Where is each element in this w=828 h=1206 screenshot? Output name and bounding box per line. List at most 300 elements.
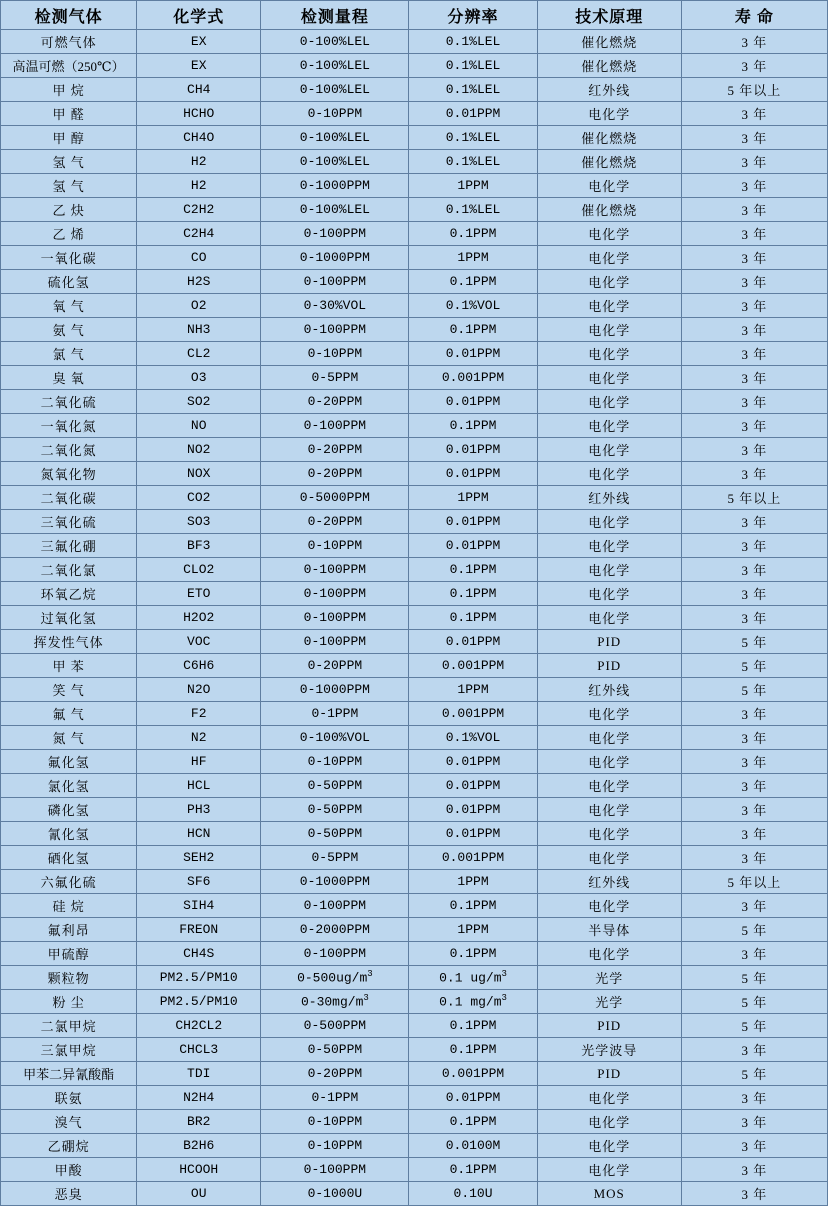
table-row [1,1086,828,1110]
cell-gas-name: 溴气 [1,1110,137,1134]
cell-lifetime: 5 年 [681,1062,827,1086]
cell-lifetime: 5 年以上 [681,78,827,102]
cell-gas-name: 二氯甲烷 [1,1014,137,1038]
cell-gas-name: 氯 气 [1,342,137,366]
cell-lifetime: 3 年 [681,582,827,606]
cell-formula: CH2CL2 [137,1014,261,1038]
table-row [1,78,828,102]
cell-range: 0-5PPM [261,366,409,390]
cell-resolution: 0.1PPM [409,606,537,630]
cell-range: 0-20PPM [261,510,409,534]
cell-formula: CO [137,246,261,270]
table-row [1,822,828,846]
cell-lifetime: 3 年 [681,294,827,318]
cell-gas-name: 甲 醇 [1,126,137,150]
cell-principle: 电化学 [537,174,681,198]
cell-principle: 电化学 [537,726,681,750]
cell-formula: BR2 [137,1110,261,1134]
column-header-formula: 化学式 [137,1,261,30]
table-header [1,1,828,30]
cell-range: 0-10PPM [261,1110,409,1134]
table-row [1,1014,828,1038]
table-row [1,702,828,726]
table-row [1,342,828,366]
cell-principle: 电化学 [537,1158,681,1182]
cell-gas-name: 三氟化硼 [1,534,137,558]
cell-resolution: 0.01PPM [409,1086,537,1110]
cell-resolution: 0.1%VOL [409,294,537,318]
cell-lifetime: 3 年 [681,798,827,822]
cell-lifetime: 3 年 [681,174,827,198]
cell-resolution: 0.1%LEL [409,78,537,102]
cell-gas-name: 氟利昂 [1,918,137,942]
cell-gas-name: 二氧化氯 [1,558,137,582]
table-row [1,222,828,246]
cell-gas-name: 过氧化氢 [1,606,137,630]
cell-gas-name: 三氯甲烷 [1,1038,137,1062]
cell-formula: SO3 [137,510,261,534]
cell-lifetime: 3 年 [681,510,827,534]
cell-range: 0-10PPM [261,534,409,558]
table-row [1,462,828,486]
cell-lifetime: 5 年 [681,1014,827,1038]
cell-formula: SF6 [137,870,261,894]
table-row [1,1158,828,1182]
cell-principle: 红外线 [537,78,681,102]
cell-gas-name: 氢 气 [1,150,137,174]
cell-gas-name: 氰化氢 [1,822,137,846]
cell-lifetime: 5 年 [681,990,827,1014]
cell-resolution: 0.1PPM [409,222,537,246]
table-row [1,318,828,342]
table-row [1,246,828,270]
cell-principle: 电化学 [537,846,681,870]
cell-gas-name: 乙硼烷 [1,1134,137,1158]
cell-range: 0-100PPM [261,582,409,606]
cell-resolution: 0.1PPM [409,318,537,342]
cell-resolution: 0.01PPM [409,774,537,798]
cell-resolution: 0.1%LEL [409,198,537,222]
cell-principle: 电化学 [537,582,681,606]
cell-formula: O2 [137,294,261,318]
cell-range: $0-30mg/m^3$ [261,990,409,1014]
cell-gas-name: 甲 烷 [1,78,137,102]
table-row [1,966,828,990]
cell-formula: SO2 [137,390,261,414]
cell-gas-name: 联氨 [1,1086,137,1110]
cell-gas-name: 氢 气 [1,174,137,198]
cell-range: 0-1000PPM [261,174,409,198]
cell-formula: N2O [137,678,261,702]
table-row [1,654,828,678]
cell-resolution: 0.001PPM [409,1062,537,1086]
cell-range: $0-500ug/m^3$ [261,966,409,990]
cell-gas-name: 磷化氢 [1,798,137,822]
cell-principle: PID [537,630,681,654]
cell-formula: FREON [137,918,261,942]
cell-formula: EX [137,54,261,78]
cell-formula: NH3 [137,318,261,342]
cell-range: 0-500PPM [261,1014,409,1038]
table-row [1,774,828,798]
cell-gas-name: 一氧化碳 [1,246,137,270]
table-row [1,582,828,606]
cell-lifetime: 3 年 [681,414,827,438]
table-row [1,126,828,150]
cell-resolution: 0.1PPM [409,270,537,294]
cell-lifetime: 3 年 [681,318,827,342]
cell-range: 0-5000PPM [261,486,409,510]
cell-principle: 电化学 [537,390,681,414]
table-row [1,798,828,822]
cell-formula: VOC [137,630,261,654]
cell-lifetime: 3 年 [681,126,827,150]
cell-gas-name: 乙 炔 [1,198,137,222]
table-row [1,726,828,750]
cell-formula: EX [137,30,261,54]
cell-gas-name: 氟 气 [1,702,137,726]
table-row [1,150,828,174]
table-header-row [1,1,828,30]
cell-formula: C2H4 [137,222,261,246]
cell-gas-name: 硒化氢 [1,846,137,870]
cell-resolution: 0.1PPM [409,1110,537,1134]
cell-resolution: 0.01PPM [409,462,537,486]
cell-principle: 电化学 [537,894,681,918]
cell-principle: 电化学 [537,558,681,582]
cell-formula: CH4 [137,78,261,102]
cell-principle: PID [537,654,681,678]
cell-range: 0-100%LEL [261,150,409,174]
cell-range: 0-100PPM [261,630,409,654]
cell-lifetime: 3 年 [681,534,827,558]
cell-lifetime: 3 年 [681,246,827,270]
cell-formula: CH4S [137,942,261,966]
cell-gas-name: 氮 气 [1,726,137,750]
cell-lifetime: 5 年 [681,630,827,654]
cell-resolution: 0.1%LEL [409,54,537,78]
cell-formula: OU [137,1182,261,1206]
cell-resolution: 0.01PPM [409,438,537,462]
cell-resolution: 1PPM [409,246,537,270]
cell-lifetime: 3 年 [681,102,827,126]
cell-formula: CL2 [137,342,261,366]
cell-lifetime: 3 年 [681,222,827,246]
cell-range: 0-30%VOL [261,294,409,318]
cell-formula: SEH2 [137,846,261,870]
cell-principle: 电化学 [537,822,681,846]
table-row [1,294,828,318]
cell-resolution: 0.001PPM [409,846,537,870]
cell-resolution: 1PPM [409,174,537,198]
cell-range: 0-100PPM [261,1158,409,1182]
cell-range: 0-1PPM [261,1086,409,1110]
cell-lifetime: 3 年 [681,726,827,750]
cell-lifetime: 3 年 [681,1038,827,1062]
cell-lifetime: 3 年 [681,1086,827,1110]
cell-resolution: 0.1PPM [409,558,537,582]
cell-formula: CHCL3 [137,1038,261,1062]
cell-lifetime: 3 年 [681,774,827,798]
cell-range: 0-1000U [261,1182,409,1206]
cell-formula: SIH4 [137,894,261,918]
cell-gas-name: 三氧化硫 [1,510,137,534]
cell-lifetime: 3 年 [681,1158,827,1182]
cell-range: 0-5PPM [261,846,409,870]
table-row [1,1134,828,1158]
cell-range: 0-10PPM [261,342,409,366]
table-row [1,846,828,870]
cell-range: 0-1000PPM [261,678,409,702]
cell-principle: 电化学 [537,798,681,822]
cell-range: 0-10PPM [261,102,409,126]
cell-resolution: 0.01PPM [409,822,537,846]
cell-formula: H2 [137,150,261,174]
cell-formula: HCOOH [137,1158,261,1182]
cell-range: 0-100PPM [261,942,409,966]
cell-gas-name: 硅 烷 [1,894,137,918]
cell-resolution: 0.1PPM [409,894,537,918]
cell-formula: PM2.5/PM10 [137,966,261,990]
cell-lifetime: 3 年 [681,846,827,870]
cell-formula: N2H4 [137,1086,261,1110]
cell-principle: 电化学 [537,222,681,246]
table-row [1,918,828,942]
cell-lifetime: 5 年以上 [681,870,827,894]
cell-lifetime: 3 年 [681,606,827,630]
cell-lifetime: 3 年 [681,198,827,222]
cell-lifetime: 3 年 [681,366,827,390]
cell-principle: 电化学 [537,606,681,630]
cell-resolution: 0.01PPM [409,342,537,366]
table-row [1,366,828,390]
cell-lifetime: 5 年 [681,918,827,942]
cell-formula: C2H2 [137,198,261,222]
cell-resolution: 0.10U [409,1182,537,1206]
cell-gas-name: 甲酸 [1,1158,137,1182]
cell-principle: 红外线 [537,678,681,702]
cell-gas-name: 可燃气体 [1,30,137,54]
cell-formula: O3 [137,366,261,390]
cell-formula: NO [137,414,261,438]
cell-lifetime: 3 年 [681,390,827,414]
cell-range: 0-100PPM [261,558,409,582]
cell-range: 0-100%LEL [261,54,409,78]
cell-principle: 电化学 [537,774,681,798]
cell-formula: TDI [137,1062,261,1086]
cell-lifetime: 5 年 [681,966,827,990]
cell-lifetime: 3 年 [681,1182,827,1206]
cell-lifetime: 3 年 [681,54,827,78]
column-header-resolution: 分辨率 [409,1,537,30]
cell-range: 0-50PPM [261,1038,409,1062]
table-row [1,870,828,894]
table-row [1,510,828,534]
cell-principle: 电化学 [537,750,681,774]
column-header-lifetime: 寿 命 [681,1,827,30]
cell-principle: 电化学 [537,1134,681,1158]
cell-range: 0-20PPM [261,390,409,414]
cell-gas-name: 甲 醛 [1,102,137,126]
cell-gas-name: 粉 尘 [1,990,137,1014]
cell-range: 0-100%LEL [261,78,409,102]
cell-principle: 催化燃烧 [537,150,681,174]
table-row [1,102,828,126]
cell-formula: CH4O [137,126,261,150]
cell-lifetime: 3 年 [681,342,827,366]
cell-formula: CO2 [137,486,261,510]
cell-lifetime: 3 年 [681,750,827,774]
table-row [1,438,828,462]
cell-principle: 催化燃烧 [537,30,681,54]
cell-principle: 光学波导 [537,1038,681,1062]
cell-lifetime: 3 年 [681,702,827,726]
cell-lifetime: 3 年 [681,1134,827,1158]
cell-principle: 电化学 [537,942,681,966]
cell-formula: H2 [137,174,261,198]
cell-principle: 电化学 [537,534,681,558]
cell-principle: 红外线 [537,486,681,510]
cell-resolution: 0.1%VOL [409,726,537,750]
cell-formula: C6H6 [137,654,261,678]
cell-resolution: 0.01PPM [409,630,537,654]
cell-range: 0-100PPM [261,606,409,630]
table-row [1,990,828,1014]
cell-resolution: 0.01PPM [409,798,537,822]
cell-range: 0-1PPM [261,702,409,726]
table-row [1,1038,828,1062]
cell-principle: 电化学 [537,366,681,390]
cell-formula: HCN [137,822,261,846]
cell-lifetime: 5 年 [681,654,827,678]
cell-gas-name: 氟化氢 [1,750,137,774]
cell-resolution: 0.1 $mg/m^3$ [409,990,537,1014]
table-row [1,174,828,198]
cell-range: 0-50PPM [261,798,409,822]
cell-range: 0-100%LEL [261,30,409,54]
table-row [1,942,828,966]
cell-gas-name: 臭 氧 [1,366,137,390]
cell-gas-name: 环氧乙烷 [1,582,137,606]
cell-resolution: 0.1%LEL [409,150,537,174]
cell-range: 0-100PPM [261,414,409,438]
cell-principle: 电化学 [537,246,681,270]
cell-gas-name: 一氧化氮 [1,414,137,438]
cell-resolution: 0.1PPM [409,414,537,438]
cell-gas-name: 六氟化硫 [1,870,137,894]
column-header-gas: 检测气体 [1,1,137,30]
table-row [1,270,828,294]
cell-principle: 电化学 [537,318,681,342]
cell-resolution: 0.01PPM [409,534,537,558]
cell-principle: 电化学 [537,342,681,366]
cell-resolution: 0.1%LEL [409,126,537,150]
cell-resolution: 1PPM [409,486,537,510]
table-row [1,198,828,222]
cell-principle: 电化学 [537,510,681,534]
cell-resolution: 1PPM [409,870,537,894]
table-row [1,414,828,438]
cell-resolution: 0.1%LEL [409,30,537,54]
cell-range: 0-100PPM [261,894,409,918]
cell-resolution: 0.01PPM [409,750,537,774]
cell-resolution: 1PPM [409,678,537,702]
cell-gas-name: 笑 气 [1,678,137,702]
cell-resolution: 0.001PPM [409,366,537,390]
cell-range: 0-100PPM [261,318,409,342]
cell-gas-name: 氧 气 [1,294,137,318]
cell-gas-name: 高温可燃（250℃） [1,54,137,78]
cell-resolution: 0.01PPM [409,510,537,534]
cell-principle: 电化学 [537,462,681,486]
cell-resolution: 1PPM [409,918,537,942]
cell-range: 0-100PPM [261,222,409,246]
table-row [1,606,828,630]
cell-lifetime: 3 年 [681,558,827,582]
cell-range: 0-2000PPM [261,918,409,942]
column-header-range: 检测量程 [261,1,409,30]
cell-principle: 催化燃烧 [537,198,681,222]
cell-principle: MOS [537,1182,681,1206]
cell-formula: F2 [137,702,261,726]
cell-principle: 电化学 [537,294,681,318]
cell-range: 0-1000PPM [261,246,409,270]
cell-formula: N2 [137,726,261,750]
cell-principle: 电化学 [537,270,681,294]
table-row [1,894,828,918]
table-row [1,486,828,510]
cell-formula: PH3 [137,798,261,822]
cell-gas-name: 氯化氢 [1,774,137,798]
cell-formula: B2H6 [137,1134,261,1158]
cell-gas-name: 恶臭 [1,1182,137,1206]
cell-range: 0-100PPM [261,270,409,294]
cell-lifetime: 3 年 [681,822,827,846]
cell-principle: 半导体 [537,918,681,942]
cell-lifetime: 3 年 [681,942,827,966]
cell-range: 0-20PPM [261,654,409,678]
cell-principle: 催化燃烧 [537,126,681,150]
table-body [1,30,828,1206]
table-row [1,54,828,78]
cell-gas-name: 乙 烯 [1,222,137,246]
cell-formula: HF [137,750,261,774]
cell-principle: 电化学 [537,1110,681,1134]
cell-gas-name: 二氧化氮 [1,438,137,462]
table-row [1,630,828,654]
table-row [1,534,828,558]
cell-resolution: 0.0100M [409,1134,537,1158]
cell-range: 0-10PPM [261,750,409,774]
column-header-principle: 技术原理 [537,1,681,30]
cell-resolution: 0.01PPM [409,390,537,414]
cell-range: 0-1000PPM [261,870,409,894]
cell-principle: 电化学 [537,702,681,726]
cell-gas-name: 颗粒物 [1,966,137,990]
cell-lifetime: 3 年 [681,894,827,918]
table-row [1,1110,828,1134]
table-row [1,750,828,774]
cell-resolution: 0.1 $ug/m^3$ [409,966,537,990]
cell-principle: 电化学 [537,438,681,462]
cell-range: 0-20PPM [261,1062,409,1086]
cell-resolution: 0.1PPM [409,1038,537,1062]
cell-formula: H2O2 [137,606,261,630]
cell-principle: 光学 [537,990,681,1014]
cell-principle: 红外线 [537,870,681,894]
table-row [1,1182,828,1206]
cell-lifetime: 3 年 [681,1110,827,1134]
